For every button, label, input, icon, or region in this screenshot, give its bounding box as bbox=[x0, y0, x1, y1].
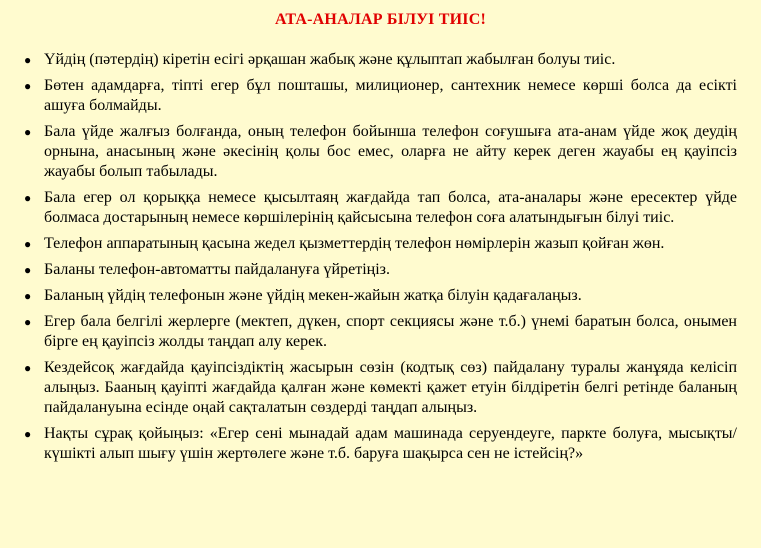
bullet-dot-icon: ● bbox=[24, 191, 32, 205]
list-item bbox=[22, 424, 739, 464]
list-item-text: Бала егер ол қорыққа немесе қысылтаяң жағдайда тап болса, ата-аналары және ересектер үйде болмаса достарының немесе көршілерінің қайсысына телефон соға алатындығын білуі тиіс. bbox=[44, 189, 737, 226]
list-item-text: Егер бала белгілі жерлерге (мектеп, дүкен, спорт секциясы және т.б.) үнемі баратын болса, онымен бірге ең қауіпсіз жолды таңдап алу керек. bbox=[44, 313, 737, 350]
bullet-dot-icon: ● bbox=[24, 315, 32, 329]
list-item-text: Телефон аппаратының қасына жедел қызметтердің телефон нөмірлерін жазып қойған жөн. bbox=[44, 235, 665, 252]
list-item bbox=[22, 260, 739, 280]
list-item bbox=[22, 122, 739, 182]
bullet-dot-icon: ● bbox=[24, 289, 32, 303]
list-item-text: Баланың үйдің телефонын және үйдің мекен-жайын жатқа білуін қадағалаңыз. bbox=[44, 287, 582, 304]
bullet-dot-icon: ● bbox=[24, 427, 32, 441]
list-item bbox=[22, 286, 739, 306]
list-item bbox=[22, 358, 739, 418]
list-item-text: Кездейсоқ жағдайда қауіпсіздіктің жасырын сөзін (кодтық сөз) пайдалану туралы жанұяда келісіп алыңыз. Бааның қауіпті жағдайда қалған және көмекті қажет етуін білдіретін белгі ретінде баланың пайдалануына есінде оңай сақталатын сөздерді таңдап алыңыз. bbox=[44, 359, 737, 416]
bullet-dot-icon: ● bbox=[24, 53, 32, 67]
list-item-text: Нақты сұрақ қойыңыз: «Егер сені мынадай адам машинада серуендеуге, паркте болуға, мысықты/күшікті алып шығу үшін жертөлеге және т.б. баруға шақырса сен не істейсің?» bbox=[44, 425, 737, 462]
bullet-dot-icon: ● bbox=[24, 79, 32, 93]
bullet-dot-icon: ● bbox=[24, 237, 32, 251]
list-item bbox=[22, 188, 739, 228]
bullet-dot-icon: ● bbox=[24, 125, 32, 139]
bullet-dot-icon: ● bbox=[24, 361, 32, 375]
bullet-dot-icon: ● bbox=[24, 263, 32, 277]
list-item-text: Бөтен адамдарға, тіпті егер бұл пошташы, милиционер, сантехник немесе көрші болса да есікті ашуға болмайды. bbox=[44, 77, 737, 114]
list-item bbox=[22, 312, 739, 352]
list-item-text: Баланы телефон-автоматты пайдалануға үйретіңіз. bbox=[44, 261, 390, 278]
rules-list bbox=[22, 50, 739, 464]
list-item-text: Үйдің (пәтердің) кіретін есігі әрқашан жабық және құлыптап жабылған болуы тиіс. bbox=[44, 51, 616, 68]
list-item-text: Бала үйде жалғыз болғанда, оның телефон бойынша телефон соғушыға ата-анам үйде жоқ деудің орнына, анасының және әкесінің қолы бос емес, оларға не айту керек деген жауабы ең қауіпсіз жауабы болып табылады. bbox=[44, 123, 737, 180]
list-item bbox=[22, 234, 739, 254]
list-item bbox=[22, 50, 739, 70]
page-title: АТА-АНАЛАР БІЛУІ ТИІС! bbox=[274, 11, 487, 28]
list-item bbox=[22, 76, 739, 116]
